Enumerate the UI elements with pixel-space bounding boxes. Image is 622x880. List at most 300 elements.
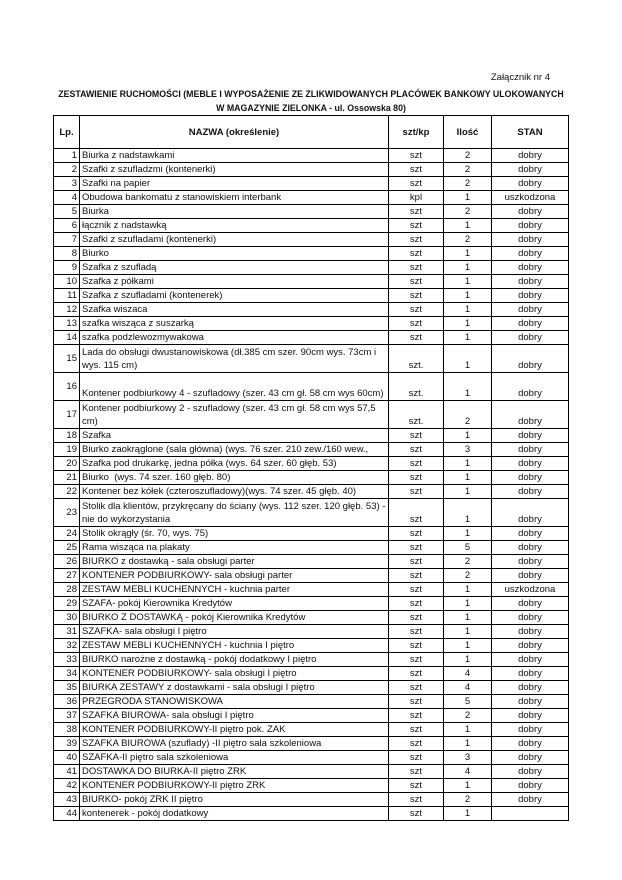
cell-state [492,471,569,485]
cell-unit-text: szt [409,444,423,455]
cell-name-text: Biurka [82,206,109,217]
cell-state [492,779,569,793]
cell-lp-text: 40 [66,752,77,763]
cell-lp [54,191,80,205]
cell-name-text: Biurko [82,248,109,259]
cell-lp [54,583,80,597]
cell-name-text: Lada do obsługi dwustanowiskowa (dł.385 cm szer. 90cm wys. 73cm i wys. 115 cm) [82,347,379,371]
cell-name-text: Szafka z półkami [82,276,154,287]
cell-name-text: SZAFKA BIUROWA- sala obsługi I piętro [82,710,254,721]
cell-state-text: dobry [518,318,542,329]
cell-lp [54,793,80,807]
cell-lp-text: 20 [66,458,77,469]
cell-lp [54,499,80,527]
cell-qty [444,499,492,527]
cell-name [80,541,389,555]
cell-unit [389,527,444,541]
cell-name [80,191,389,205]
cell-unit [389,303,444,317]
cell-name [80,779,389,793]
cell-lp-text: 16 [66,381,77,392]
cell-lp-text: 26 [66,556,77,567]
cell-unit-text: szt [409,752,423,763]
cell-state-text: dobry [518,556,542,567]
table-row [54,233,569,247]
cell-qty-text: 1 [464,738,471,749]
cell-name [80,317,389,331]
cell-qty [444,401,492,429]
table-row [54,331,569,345]
cell-unit-text: szt [409,598,423,609]
cell-lp [54,527,80,541]
cell-qty [444,331,492,345]
cell-unit [389,695,444,709]
cell-name [80,709,389,723]
cell-lp [54,177,80,191]
cell-lp [54,737,80,751]
table-row [54,723,569,737]
cell-qty-text: 2 [464,150,471,161]
cell-state-text: dobry [518,360,542,371]
cell-state [492,373,569,401]
table-row [54,485,569,499]
cell-lp-text: 21 [66,472,77,483]
table-row [54,373,569,401]
cell-unit-text: szt [409,612,423,623]
cell-state [492,583,569,597]
cell-state [492,793,569,807]
cell-name [80,765,389,779]
cell-qty [444,429,492,443]
cell-unit-text: szt [409,430,423,441]
table-row [54,527,569,541]
cell-qty-text: 1 [464,472,471,483]
cell-state [492,569,569,583]
attachment-label: Załącznik nr 4 [490,72,550,83]
table-row [54,261,569,275]
cell-unit [389,723,444,737]
cell-qty-text: 1 [464,290,471,301]
cell-lp-text: 9 [71,262,77,273]
table-row [54,765,569,779]
cell-name [80,471,389,485]
cell-state-text: dobry [518,766,542,777]
cell-lp [54,345,80,373]
cell-state [492,639,569,653]
cell-name [80,583,389,597]
cell-qty-text: 1 [464,304,471,315]
cell-unit [389,611,444,625]
cell-qty-text: 2 [464,178,471,189]
cell-lp-text: 28 [66,584,77,595]
table-row [54,597,569,611]
cell-name-text: szafka wisząca z suszarką [82,318,194,329]
cell-name [80,275,389,289]
cell-qty-text: 1 [464,318,471,329]
table-row [54,443,569,457]
cell-qty-text: 2 [464,416,471,427]
cell-name [80,345,389,373]
header-qty [444,116,492,149]
cell-qty-text: 2 [464,164,471,175]
table-row [54,317,569,331]
cell-unit [389,765,444,779]
cell-unit-text: szt [409,262,423,273]
cell-state [492,485,569,499]
cell-name [80,289,389,303]
cell-name [80,247,389,261]
cell-state-text: dobry [518,164,542,175]
cell-lp-text: 29 [66,598,77,609]
cell-qty [444,457,492,471]
cell-name [80,695,389,709]
document-title [0,87,622,115]
cell-qty [444,527,492,541]
table-row [54,779,569,793]
cell-lp [54,149,80,163]
cell-state-text: dobry [518,654,542,665]
cell-qty-text: 1 [464,276,471,287]
cell-state [492,527,569,541]
cell-name-text: SZAFKA BIUROWA (szuflady) -II piętro sala szkoleniowa [82,738,322,749]
table-row [54,191,569,205]
cell-qty [444,709,492,723]
cell-state [492,275,569,289]
cell-lp-text: 42 [66,780,77,791]
table-row [54,541,569,555]
cell-state-text: dobry [518,262,542,273]
cell-state [492,247,569,261]
cell-state-text: dobry [518,668,542,679]
cell-name-text: DOSTAWKA DO BIURKA-II piętro ZRK [82,766,247,777]
cell-name-text: BIURKO narożne z dostawką - pokój dodatkowy I piętro [82,654,317,665]
cell-unit [389,709,444,723]
cell-unit-text: szt [409,766,423,777]
cell-lp-text: 37 [66,710,77,721]
cell-qty [444,751,492,765]
table-row [54,429,569,443]
cell-lp [54,443,80,457]
cell-state [492,765,569,779]
cell-state [492,163,569,177]
cell-name-text: Biurko zaokrąglone (sala główna) (wys. 76 szer. 210 zew./160 wew., [82,444,369,455]
cell-state-text: dobry [518,486,542,497]
cell-qty [444,247,492,261]
cell-lp [54,709,80,723]
cell-lp-text: 24 [66,528,77,539]
cell-lp [54,457,80,471]
cell-lp [54,317,80,331]
cell-lp-text: 19 [66,444,77,455]
cell-name-text: KONTENER PODBIURKOWY-II piętro ZRK [82,780,266,791]
table-row [54,807,569,821]
cell-unit [389,149,444,163]
cell-qty-text: 1 [464,584,471,595]
cell-state [492,345,569,373]
cell-lp [54,639,80,653]
cell-name-text: Szafka z szufladą [82,262,157,273]
cell-qty-text: 5 [464,542,471,553]
cell-qty [444,555,492,569]
cell-lp [54,163,80,177]
cell-unit-text: szt [409,794,423,805]
cell-state-text: dobry [518,220,542,231]
cell-lp-text: 27 [66,570,77,581]
cell-state [492,149,569,163]
cell-state [492,429,569,443]
cell-qty-text: 1 [464,458,471,469]
cell-state [492,317,569,331]
cell-state [492,289,569,303]
cell-unit-text: szt [409,514,423,525]
cell-name [80,569,389,583]
table-row [54,793,569,807]
cell-name [80,499,389,527]
cell-name [80,373,389,401]
cell-unit [389,751,444,765]
cell-name-text: szafka podzlewozmywakowa [82,332,204,343]
table-row [54,401,569,429]
cell-qty-text: 2 [464,234,471,245]
cell-qty [444,597,492,611]
cell-unit-text: szt [409,304,423,315]
cell-unit [389,289,444,303]
cell-unit [389,247,444,261]
table-row [54,163,569,177]
cell-name-text: Szafka [82,430,112,441]
cell-lp-text: 25 [66,542,77,553]
cell-name [80,723,389,737]
cell-name-text: Stolik dla klientów, przykręcany do ściany (wys. 112 szer. 120 głęb. 53) - nie do wykorzystania [82,501,389,525]
cell-state-text: dobry [518,416,542,427]
table-row [54,219,569,233]
cell-lp [54,611,80,625]
cell-unit [389,261,444,275]
header-name [80,116,389,149]
cell-name [80,303,389,317]
cell-state [492,177,569,191]
cell-name-text: Szafka pod drukarkę, jedna półka (wys. 64 szer. 60 głęb. 53) [82,458,337,469]
table-row [54,177,569,191]
cell-qty [444,653,492,667]
cell-unit [389,233,444,247]
cell-lp [54,401,80,429]
cell-unit-text: szt [409,290,423,301]
table-row [54,583,569,597]
cell-qty-text: 2 [464,556,471,567]
cell-lp-text: 12 [66,304,77,315]
cell-qty [444,485,492,499]
cell-unit [389,191,444,205]
cell-unit-text: szt [409,164,423,175]
cell-qty-text: 1 [464,360,471,371]
cell-qty [444,793,492,807]
cell-qty-text: 1 [464,640,471,651]
cell-name-text: ZESTAW MEBLI KUCHENNYCH - kuchnia parter [82,584,290,595]
cell-name-text: KONTENER PODBIURKOWY-II piętro pok. ZAK [82,724,286,735]
cell-qty-text: 2 [464,794,471,805]
cell-unit [389,457,444,471]
cell-qty [444,779,492,793]
cell-name [80,807,389,821]
cell-state-text: dobry [518,570,542,581]
cell-qty [444,625,492,639]
cell-unit-text: szt [409,234,423,245]
cell-state-text: dobry [518,710,542,721]
cell-unit [389,443,444,457]
cell-name-text: BIURKA ZESTAWY z dostawkami - sala obsługi I piętro [82,682,315,693]
cell-unit [389,219,444,233]
cell-state-text: dobry [518,206,542,217]
cell-qty [444,317,492,331]
cell-lp-text: 18 [66,430,77,441]
cell-state-text: uszkodzona [504,192,556,203]
cell-qty [444,303,492,317]
cell-name-text: Biurka z nadstawkami [82,150,175,161]
cell-qty-text: 1 [464,724,471,735]
cell-unit-text: szt [409,570,423,581]
cell-lp [54,373,80,401]
cell-name-text: SZAFKA-II piętro sala szkoleniowa [82,752,229,763]
cell-qty-text: 1 [464,626,471,637]
cell-lp [54,247,80,261]
table-row [54,751,569,765]
cell-state-text: dobry [518,430,542,441]
cell-qty [444,275,492,289]
cell-lp-text: 22 [66,486,77,497]
cell-qty [444,737,492,751]
table-row [54,303,569,317]
cell-state [492,555,569,569]
cell-unit-text: szt [409,584,423,595]
cell-lp [54,485,80,499]
cell-unit-text: szt [409,178,423,189]
cell-name-text: KONTENER PODBIURKOWY- sala obsługi I piętro [82,668,297,679]
table-row [54,639,569,653]
cell-lp-text: 33 [66,654,77,665]
cell-state-text: dobry [518,794,542,805]
cell-lp [54,219,80,233]
cell-name-text: SZAFKA- sala obsługi I piętro [82,626,207,637]
cell-qty [444,723,492,737]
cell-qty [444,541,492,555]
cell-qty [444,569,492,583]
cell-state-text: dobry [518,388,542,399]
cell-state [492,457,569,471]
cell-lp [54,681,80,695]
cell-lp-text: 39 [66,738,77,749]
cell-qty-text: 1 [464,332,471,343]
cell-unit [389,793,444,807]
cell-lp-text: 1 [71,150,77,161]
cell-qty-text: 1 [464,388,471,399]
cell-qty [444,471,492,485]
cell-lp [54,625,80,639]
cell-qty [444,583,492,597]
cell-qty [444,177,492,191]
cell-unit-text: szt [409,276,423,287]
cell-name [80,401,389,429]
cell-lp [54,695,80,709]
cell-state-text: dobry [518,304,542,315]
cell-lp-text: 43 [66,794,77,805]
cell-unit-text: szt [409,668,423,679]
cell-qty-text: 2 [464,710,471,721]
cell-state-text: uszkodzona [504,584,556,595]
cell-state [492,695,569,709]
cell-unit-text: szt. [408,360,424,371]
cell-state-text: dobry [518,780,542,791]
table-row [54,149,569,163]
cell-name [80,177,389,191]
cell-unit [389,275,444,289]
cell-name [80,737,389,751]
title-line-1: ZESTAWIENIE RUCHOMOŚCI (MEBLE I WYPOSAŻENIE ZE ZLIKWIDOWANYCH PLACÓWEK BANKOWY ULOKOWANYCH [58,89,564,99]
cell-state-text: dobry [518,234,542,245]
cell-lp [54,723,80,737]
cell-name-text: PRZEGRODA STANOWISKOWA [82,696,223,707]
cell-unit [389,555,444,569]
cell-name [80,205,389,219]
cell-lp [54,555,80,569]
table-body [54,149,569,821]
cell-unit [389,205,444,219]
cell-lp [54,233,80,247]
cell-name [80,625,389,639]
cell-qty-text: 3 [464,444,471,455]
cell-lp [54,303,80,317]
cell-lp-text: 5 [71,206,77,217]
cell-lp [54,779,80,793]
cell-qty-text: 2 [464,206,471,217]
cell-name-text: Rama wisząca na plakaty [82,542,190,553]
cell-unit [389,681,444,695]
cell-qty [444,695,492,709]
cell-unit [389,583,444,597]
cell-name-text: SZAFA- pokój Kierownika Kredytów [82,598,232,609]
cell-unit-text: szt [409,472,423,483]
cell-unit-text: szt [409,318,423,329]
inventory-table [53,115,569,821]
cell-unit [389,597,444,611]
cell-name-text: Szafka z szufladami (kontenerek) [82,290,223,301]
cell-qty-text: 1 [464,220,471,231]
cell-lp-text: 38 [66,724,77,735]
cell-unit [389,625,444,639]
cell-unit-text: szt [409,738,423,749]
cell-unit [389,737,444,751]
cell-unit [389,485,444,499]
cell-state-text: dobry [518,528,542,539]
cell-name-text: BIURKO- pokój ZRK II piętro [82,794,203,805]
cell-state-text: dobry [518,290,542,301]
cell-name-text: Szafki na papier [82,178,151,189]
cell-name-text: Szafki z szufladami (kontenerki) [82,234,217,245]
cell-name [80,485,389,499]
table-row [54,345,569,373]
cell-lp-text: 15 [66,353,77,364]
cell-lp [54,653,80,667]
cell-qty-text: 1 [464,486,471,497]
cell-unit-text: szt [409,206,423,217]
cell-state [492,191,569,205]
cell-unit-text: szt [409,248,423,259]
cell-qty [444,765,492,779]
cell-state [492,709,569,723]
cell-name-text: ZESTAW MEBLI KUCHENNYCH - kuchnia I piętro [82,640,295,651]
table-row [54,695,569,709]
cell-lp-text: 13 [66,318,77,329]
